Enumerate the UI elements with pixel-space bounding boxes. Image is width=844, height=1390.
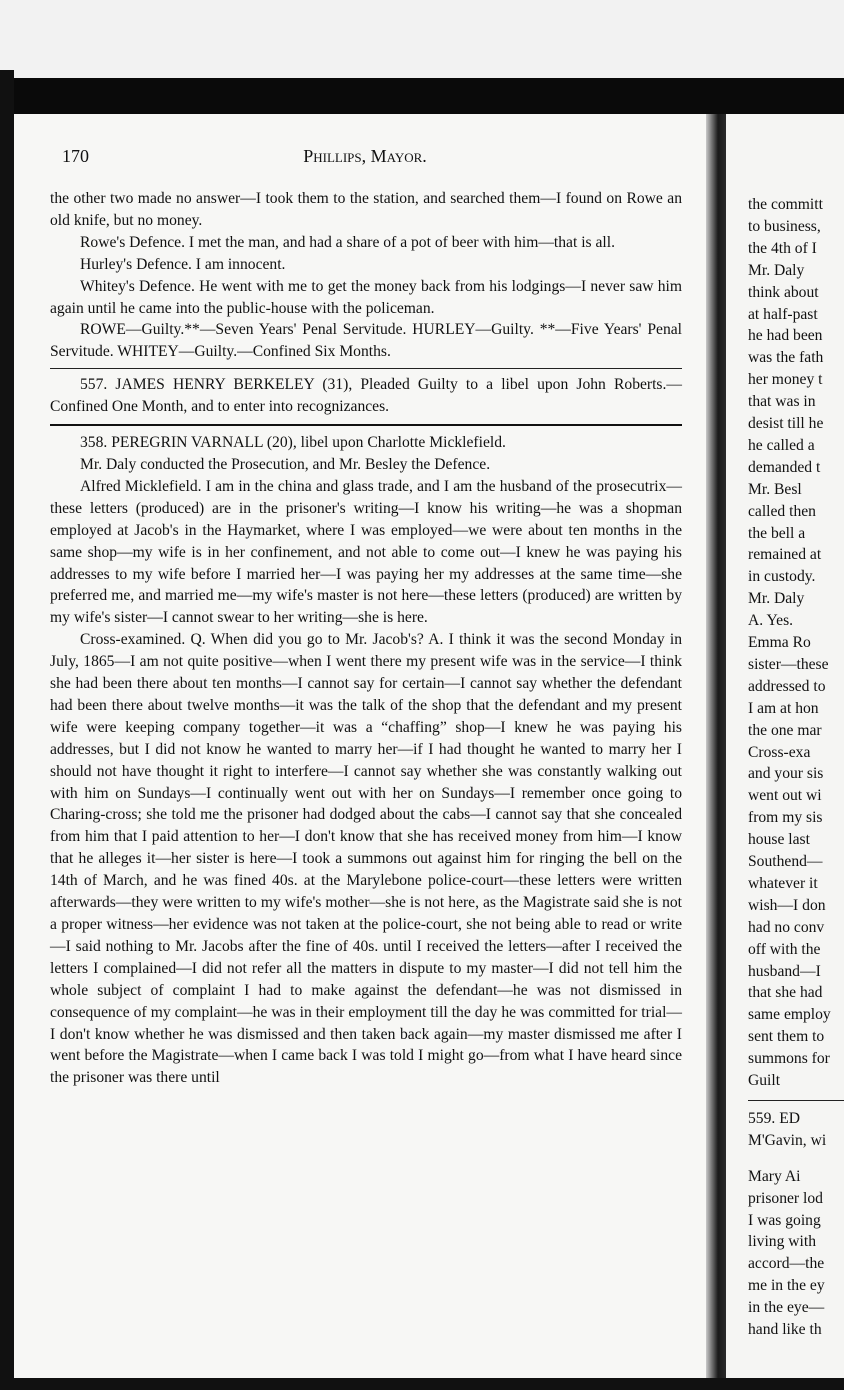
right-page-line: husband—I bbox=[748, 962, 821, 980]
section-rule bbox=[50, 424, 682, 426]
right-page-line: remained at bbox=[748, 546, 822, 564]
testimony-paragraph: Alfred Micklefield. I am in the china and glass trade, and I am the husband of the prosecutrix—these letters (produced) are in the prisoner's writing—I know his writing—he was a shopman employed at Jacob's in the Haymarket, where I was employed—we were about ten months in the same shop—my wife is in her confinement, and not able to come out—I knew he was paying his addresses to my wife before I married her—I was paying her my addresses at the same time—she preferred me, and married me—my wife's master is not here—these letters (produced) are written by my wife's sister—I cannot swear to her writing—she is here. bbox=[50, 477, 682, 627]
right-page-line: the 4th of I bbox=[748, 239, 817, 257]
right-page-line: addressed to bbox=[748, 677, 826, 695]
right-page-line: that was in bbox=[748, 393, 816, 411]
right-page-line: A. Yes. bbox=[748, 612, 794, 630]
right-page-line: at half-past bbox=[748, 305, 818, 323]
right-page-line: Mary Ai bbox=[748, 1167, 801, 1185]
right-page-line: house last bbox=[748, 831, 810, 849]
right-page-line: prisoner lod bbox=[748, 1189, 823, 1207]
right-page-line: off with the bbox=[748, 940, 821, 958]
case-heading: 557. JAMES HENRY BERKELEY (31), Pleaded Guilty to a libel upon John Roberts.—Confined One Month, and to enter into recognizances. bbox=[50, 376, 682, 416]
right-page-line: from my sis bbox=[748, 809, 823, 827]
right-page-line: living with bbox=[748, 1233, 817, 1251]
right-page-line: the one mar bbox=[748, 721, 822, 739]
right-page-line: Cross-exa bbox=[748, 743, 811, 761]
right-page-line: had no conv bbox=[748, 918, 825, 936]
section-rule bbox=[50, 368, 682, 369]
right-page-line: he had been bbox=[748, 327, 823, 345]
right-page-line: demanded t bbox=[748, 458, 821, 476]
book-gutter bbox=[706, 114, 726, 1384]
scan-bottom-edge bbox=[0, 1378, 844, 1390]
right-page-line: M'Gavin, wi bbox=[748, 1131, 827, 1149]
right-page-line: wish—I don bbox=[748, 896, 826, 914]
right-page-line: that she had bbox=[748, 984, 823, 1002]
right-page-line: desist till he bbox=[748, 415, 824, 432]
right-page-line: he called a bbox=[748, 436, 815, 454]
right-page-line: called then bbox=[748, 502, 816, 520]
right-page-line: and your sis bbox=[748, 765, 824, 783]
right-page-line: Emma Ro bbox=[748, 634, 811, 651]
right-page-line: think about bbox=[748, 283, 819, 301]
running-title: Phillips, Mayor. bbox=[303, 146, 427, 166]
right-page bbox=[726, 114, 844, 1379]
right-page-line: me in the ey bbox=[748, 1277, 825, 1295]
right-page-line: 559. ED bbox=[748, 1109, 800, 1127]
right-page-line: Southend— bbox=[748, 853, 823, 870]
page-number: 170 bbox=[62, 146, 89, 166]
counsel-line: Mr. Daly conducted the Prosecution, and Mr. Besley the Defence. bbox=[80, 455, 491, 473]
right-page-line: hand like th bbox=[748, 1321, 822, 1338]
paragraph: the other two made no answer—I took them to the station, and searched them—I found on Rowe an old knife, but no money. bbox=[50, 190, 682, 229]
right-page-line: I am at hon bbox=[748, 699, 819, 717]
right-page-line: in custody. bbox=[748, 568, 816, 586]
right-page-line: same employ bbox=[748, 1006, 831, 1024]
scan-background-top bbox=[0, 0, 844, 78]
right-page-line: Mr. Daly bbox=[748, 261, 805, 279]
right-page-line: was the fath bbox=[748, 349, 824, 367]
right-page-line: Mr. Besl bbox=[748, 480, 802, 498]
section-rule bbox=[748, 1100, 844, 1101]
right-page-line: the bell a bbox=[748, 524, 806, 542]
page-header bbox=[50, 146, 680, 172]
right-page-line: whatever it bbox=[748, 874, 818, 892]
right-page-line: I was going bbox=[748, 1211, 821, 1229]
page-body bbox=[50, 188, 682, 1089]
case-heading: 358. PEREGRIN VARNALL (20), libel upon Charlotte Micklefield. bbox=[80, 434, 506, 452]
scan-binding-band bbox=[10, 78, 844, 114]
right-page-line: in the eye— bbox=[748, 1299, 825, 1317]
verdict-paragraph: ROWE—Guilty.**—Seven Years' Penal Servitude. HURLEY—Guilty. **—Five Years' Penal Servitude. WHITEY—Guilty.—Confined Six Months. bbox=[50, 321, 682, 361]
right-page-line: her money t bbox=[748, 371, 823, 389]
right-page-line: Mr. Daly bbox=[748, 590, 805, 608]
paragraph: Hurley's Defence. I am innocent. bbox=[80, 255, 286, 273]
cross-examination-paragraph: Cross-examined. Q. When did you go to Mr. Jacob's? A. I think it was the second Monday in July, 1865—I am not quite positive—when I went there my present wife was in the service—I think she had been there about ten months—I cannot say for certain—I cannot say whether the defendant had been there about twelve months—it was the talk of the shop that the defendant and my present wife were keeping company together—it was a “chaffing” shop—I knew he was paying his addresses, but I did not know he wanted to marry her—if I had thought he wanted to marry her I should not have thought it right to interfere—I cannot say whether she was constantly walking out with him on Sundays—I continually went out with her on Sundays—I remember once going to Charing-cross; she told me the prisoner had dodged about the cabs—I cannot say that she concealed from him that I paid attention to her—I don't know that she has received money from him—I know that he alleges it—her sister is here—I took a summons out against him for ringing the bell on the 14th of March, and he was fined 40s. at the Marylebone police-court—these letters were written afterwards—they were written to my wife's mother—she is not here, as the Magistrate said she is not a proper witness—her evidence was not taken at the police-court, she not being able to read or write—I said nothing to Mr. Jacobs after the fine of 40s. until I received the letters—after I received the letters I complained—I did not refer all the matters in dispute to my master—I did not tell him the whole subject of complaint I had to make against the defendant—he was not dismissed in consequence of my complaint—he was in their employment till the day he was committed for trial—I don't know whether he was dismissed and then taken back again—my master dismissed me after I went before the Magistrate—when I came back I was told I might go—from what I have heard since the prisoner was there until bbox=[50, 631, 682, 1087]
right-page-line: summons for bbox=[748, 1050, 830, 1068]
right-page-line: accord—the bbox=[748, 1255, 825, 1273]
paragraph: Rowe's Defence. I met the man, and had a share of a pot of beer with him—that is all. bbox=[80, 233, 615, 251]
right-page-line: Guilt bbox=[748, 1072, 781, 1089]
right-page-line: to business, bbox=[748, 217, 821, 235]
paragraph: Whitey's Defence. He went with me to get the money back from his lodgings—I never saw him again until he came into the public-house with the policeman. bbox=[50, 277, 682, 317]
right-page-line: the committ bbox=[748, 196, 823, 213]
scan-left-edge bbox=[0, 70, 14, 1390]
right-page-line: sent them to bbox=[748, 1028, 825, 1046]
right-page-line: sister—these bbox=[748, 655, 829, 673]
right-page-line: went out wi bbox=[748, 787, 822, 805]
